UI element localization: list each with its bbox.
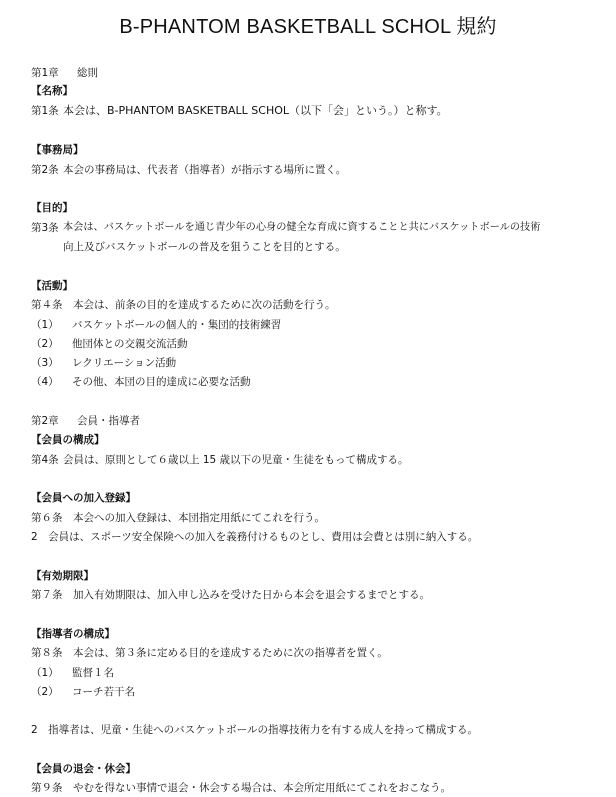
list-item-text: 他団体との交親交流活動 xyxy=(72,338,188,350)
article-number: 第4条 xyxy=(31,454,59,466)
article-text: 第７条 加入有効期限は、加入申し込みを受けた日から本会を退会するまでとする。 xyxy=(31,589,430,601)
chapter-number: 第1章 xyxy=(31,67,59,79)
list-item-number: （1） xyxy=(31,667,59,679)
article-text: 第８条 本会は、第３条に定める目的を達成するために次の指導者を置く。 xyxy=(31,647,388,659)
article-number: 第1条 xyxy=(31,105,59,117)
list-item-number: （3） xyxy=(31,357,59,369)
section-heading: 【目的】 xyxy=(31,202,73,214)
section-heading: 【事務局】 xyxy=(31,144,84,156)
section-heading: 【名称】 xyxy=(31,85,73,97)
section-heading: 【会員の退会・休会】 xyxy=(31,763,136,775)
article-number: 第3条 xyxy=(31,222,59,234)
chapter-heading xyxy=(31,66,59,80)
article-text: 会員は、原則として６歳以上 15 歳以下の児童・生徒をもって構成する。 xyxy=(63,454,409,466)
chapter-number: 第2章 xyxy=(31,415,59,427)
section-heading: 【指導者の構成】 xyxy=(31,628,115,640)
article-text: 本会は、B-PHANTOM BASKETBALL SCHOL（以下「会」という。）と称す。 xyxy=(63,104,448,117)
article-number: 第2条 xyxy=(31,164,59,176)
document-title: B-PHANTOM BASKETBALL SCHOL 規約 xyxy=(119,16,497,38)
article-paragraph: 2 指導者は、児童・生徒へのバスケットボールの指導技術力を有する成人を持って構成する。 xyxy=(31,724,478,736)
article-text: 第４条 本会は、前条の目的を達成するために次の活動を行う。 xyxy=(31,299,336,311)
list-item-number: （1） xyxy=(31,319,59,331)
section-heading: 【会員の構成】 xyxy=(31,434,105,446)
article-text: 本会は、バスケットボールを通じ青少年の心身の健全な育成に資することと共にバスケットボールの技術 xyxy=(63,222,541,233)
chapter-name: 会員・指導者 xyxy=(77,415,140,427)
list-item-number: （2） xyxy=(31,338,59,350)
article-text: 本会の事務局は、代表者（指導者）が指示する場所に置く。 xyxy=(63,164,347,176)
article-paragraph: 2 会員は、スポーツ安全保険への加入を義務付けるものとし、費用は会費とは別に納入する。 xyxy=(31,531,479,543)
section-heading: 【有効期限】 xyxy=(31,570,94,582)
list-item-number: （4） xyxy=(31,376,59,388)
chapter-name: 総則 xyxy=(77,67,98,79)
list-item-text: バスケットボールの個人的・集団的技術練習 xyxy=(72,319,282,331)
list-item-text: その他、本団の目的達成に必要な活動 xyxy=(72,376,251,388)
list-item-text: コーチ若干名 xyxy=(72,686,135,698)
list-item-text: 監督１名 xyxy=(72,667,114,679)
article-text: 第９条 やむを得ない事情で退会・休会する場合は、本会所定用紙にてこれをおこなう。 xyxy=(31,782,451,794)
list-item-text: レクリエーション活動 xyxy=(72,357,177,369)
section-heading: 【活動】 xyxy=(31,280,73,292)
list-item-number: （2） xyxy=(31,686,59,698)
section-heading: 【会員への加入登録】 xyxy=(31,492,136,504)
article-text-continued: 向上及びバスケットボールの普及を狙うことを目的とする。 xyxy=(63,241,346,253)
article-text: 第６条 本会への加入登録は、本団指定用紙にてこれを行う。 xyxy=(31,512,325,524)
